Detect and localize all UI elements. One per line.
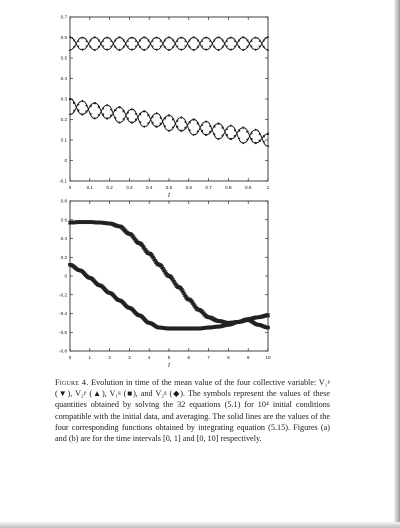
y-tick-label: 0.2	[60, 117, 67, 123]
x-tick-label: 2	[108, 355, 111, 360]
data-point	[69, 113, 72, 116]
data-point	[189, 121, 191, 123]
data-point	[259, 140, 261, 142]
data-point	[242, 127, 244, 129]
series-line	[70, 38, 268, 50]
data-point	[106, 117, 108, 119]
y-tick-label: 0	[64, 273, 67, 279]
x-tick-label: 1	[266, 185, 270, 190]
data-point	[217, 123, 219, 125]
series-line	[70, 222, 268, 323]
y-tick-label: -0.2	[59, 292, 67, 298]
data-point	[172, 118, 174, 120]
x-tick-label: 0	[68, 355, 72, 360]
data-point	[94, 102, 96, 104]
data-point	[143, 125, 146, 128]
data-point	[156, 126, 158, 128]
data-point	[180, 116, 183, 119]
data-point	[90, 105, 92, 107]
data-point	[180, 130, 182, 132]
x-tick-label: 5	[167, 355, 171, 360]
data-point	[168, 114, 170, 116]
data-point	[205, 134, 207, 136]
data-point	[69, 98, 71, 100]
y-tick-label: 0.3	[60, 96, 67, 102]
data-point	[98, 106, 100, 108]
x-axis-label: t	[168, 192, 170, 199]
data-point	[193, 118, 195, 120]
data-point	[114, 109, 116, 111]
y-tick-label: -0.1	[59, 178, 67, 184]
y-tick-label: -0.4	[59, 311, 67, 317]
x-tick-label: 6	[187, 355, 191, 360]
series-diamond	[68, 263, 270, 331]
data-point	[192, 134, 195, 137]
series-down-triangle	[68, 220, 270, 325]
data-point	[81, 100, 84, 103]
data-point	[131, 122, 133, 124]
x-tick-label: 1	[88, 355, 92, 360]
data-point	[263, 135, 265, 137]
y-tick-label: -0.6	[59, 329, 67, 335]
data-point	[102, 113, 104, 115]
data-point	[164, 117, 166, 119]
x-tick-label: 7	[207, 355, 210, 360]
y-tick-label: 0.7	[60, 14, 67, 20]
data-point	[222, 127, 224, 129]
series-up-triangle	[68, 220, 270, 325]
y-tick-label: -0.8	[59, 348, 67, 354]
data-point	[155, 112, 158, 115]
x-tick-label: 0.6	[185, 185, 192, 190]
caption-text: Evolution in time of the mean value of the four collective variable: V₁ᵖ (▼), V₂ᵖ (▲), V₁ᵍ (■), and V₂ᵍ (◆). The symbols represent the values of these quantities obtained by solving the 32 equations (5.1) for 10⁴ initial conditions compatible with the initial data, and averaging. The solid lines are the values of the four corresponding functions obtained by integrating equation (5.15). Figures (a) and (b) are for the time intervals [0, 1] and [0, 10] respectively.	[55, 378, 331, 444]
y-tick-label: 0.6	[60, 35, 67, 41]
data-point	[246, 131, 248, 133]
data-point	[139, 113, 141, 115]
series-line	[70, 222, 268, 323]
data-point	[242, 142, 245, 145]
x-tick-label: 0.7	[205, 185, 212, 190]
data-point	[110, 115, 112, 117]
x-tick-label: 9	[246, 355, 250, 360]
y-tick-label: 0	[64, 158, 67, 164]
y-tick-label: 0.6	[60, 217, 67, 223]
data-point	[118, 121, 121, 124]
data-point	[127, 118, 129, 120]
data-point	[81, 113, 83, 115]
data-point	[123, 110, 125, 112]
x-tick-label: 8	[227, 355, 230, 360]
y-tick-label: 0.4	[60, 76, 67, 82]
x-tick-label: 0.4	[146, 185, 153, 190]
data-point	[209, 131, 211, 133]
data-point	[201, 130, 203, 132]
x-tick-label: 3	[128, 355, 131, 360]
scan-edge-right	[394, 0, 400, 528]
y-tick-label: 0.1	[60, 137, 67, 143]
data-point	[267, 145, 270, 148]
data-point	[250, 138, 252, 140]
x-tick-label: 0.9	[245, 185, 252, 190]
data-point	[267, 133, 269, 135]
data-point	[197, 122, 199, 124]
data-point	[106, 104, 109, 107]
data-point	[238, 130, 240, 132]
y-tick-label: 0.5	[60, 55, 67, 61]
series-line	[70, 38, 268, 50]
x-tick-label: 10	[265, 355, 271, 360]
figure-4b-plot	[0, 195, 400, 375]
data-point	[234, 135, 236, 137]
data-point	[230, 138, 232, 140]
x-tick-label: 0.5	[165, 185, 173, 190]
figure-label: Figure 4.	[55, 378, 89, 387]
x-tick-label: 0.8	[225, 185, 232, 190]
data-point	[205, 120, 208, 123]
data-point	[168, 129, 171, 132]
y-tick-label: 0.4	[60, 236, 67, 242]
data-point	[135, 119, 137, 121]
data-point	[85, 110, 87, 112]
series-square	[69, 98, 269, 144]
data-point	[217, 138, 220, 141]
x-axis-label: t	[168, 362, 170, 369]
data-point	[118, 106, 120, 108]
data-point	[93, 117, 96, 120]
x-tick-label: 0.1	[86, 185, 93, 190]
scan-edge-bottom	[0, 522, 400, 528]
data-point	[73, 102, 75, 104]
x-tick-label: 0.2	[106, 185, 113, 190]
data-point	[143, 110, 145, 112]
x-tick-label: 0.3	[126, 185, 133, 190]
y-tick-label: 0.8	[60, 198, 67, 204]
data-point	[184, 127, 186, 129]
data-point	[230, 124, 233, 127]
data-point	[160, 123, 162, 125]
data-point	[131, 108, 134, 111]
data-point	[213, 125, 215, 127]
y-tick-label: 0.2	[60, 254, 67, 260]
data-point	[147, 114, 149, 116]
figure-4a-plot	[0, 0, 400, 200]
data-point	[254, 128, 257, 131]
data-point	[151, 122, 153, 124]
data-point	[176, 126, 178, 128]
figure-caption	[55, 377, 330, 444]
data-point	[226, 134, 228, 136]
data-point	[255, 142, 257, 144]
data-point	[77, 109, 79, 111]
x-tick-label: 4	[147, 355, 151, 360]
x-tick-label: 0	[68, 185, 72, 190]
